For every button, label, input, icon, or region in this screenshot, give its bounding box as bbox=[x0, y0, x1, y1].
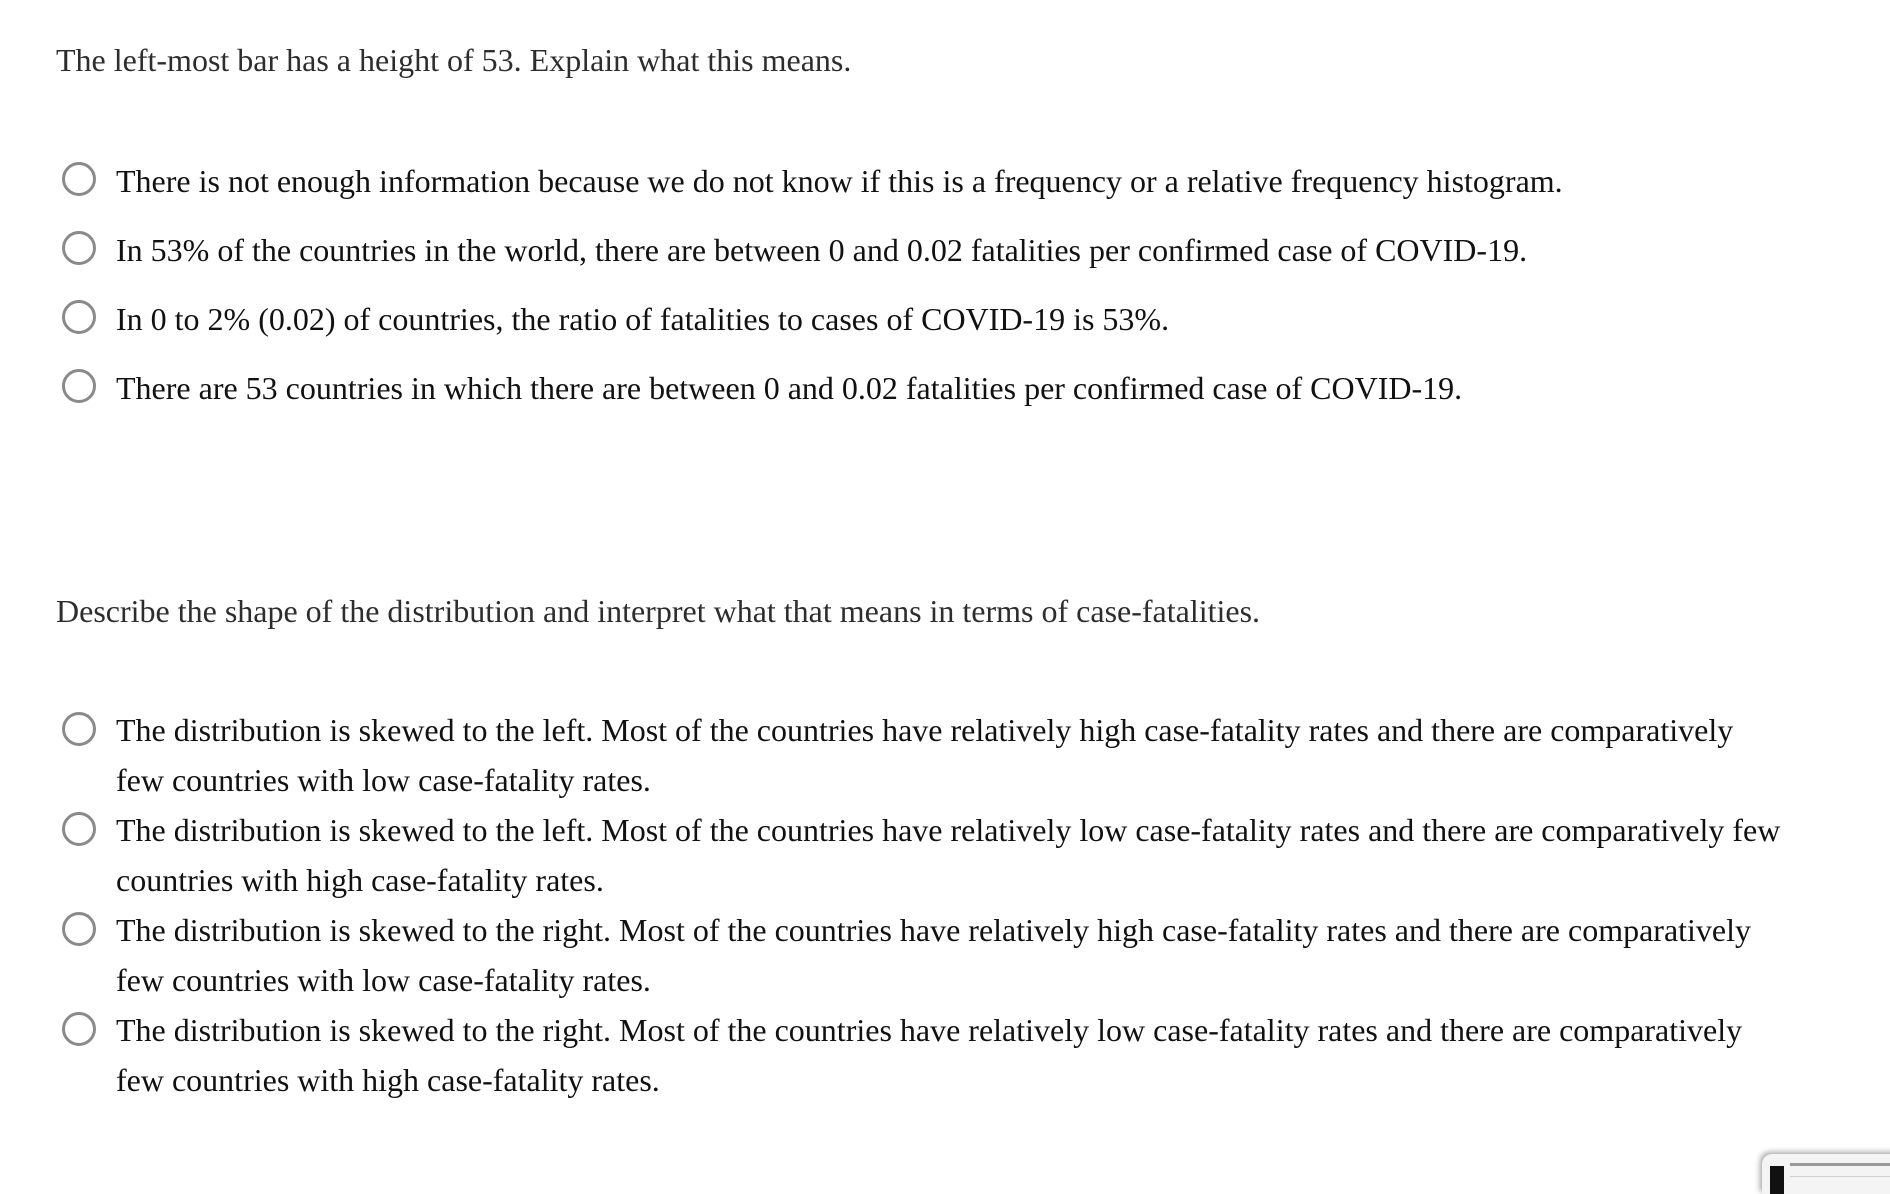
q1-option-1[interactable] bbox=[62, 156, 1782, 225]
q2-option-1[interactable] bbox=[62, 706, 1782, 806]
thumbnail-divider bbox=[1790, 1176, 1890, 1177]
radio-button[interactable] bbox=[62, 300, 96, 334]
question-2-answers bbox=[62, 706, 1782, 1106]
question-1-answers bbox=[62, 156, 1782, 432]
radio-button[interactable] bbox=[62, 369, 96, 403]
option-label: The distribution is skewed to the right. Most of the countries have relatively low case-fatality rates and there are comparatively few countries with high case-fatality rates. bbox=[116, 1012, 1743, 1098]
q1-option-2[interactable] bbox=[62, 225, 1782, 294]
radio-button[interactable] bbox=[62, 712, 96, 746]
option-label: In 53% of the countries in the world, there are between 0 and 0.02 fatalities per confirmed case of COVID-19. bbox=[116, 232, 1528, 268]
option-label: There is not enough information because we do not know if this is a frequency or a relative frequency histogram. bbox=[116, 163, 1563, 199]
q2-option-2[interactable] bbox=[62, 806, 1782, 906]
q2-option-3[interactable] bbox=[62, 906, 1782, 1006]
question-1-prompt: The left-most bar has a height of 53. Explain what this means. bbox=[56, 42, 852, 78]
q1-option-4[interactable] bbox=[62, 363, 1782, 432]
q1-option-3[interactable] bbox=[62, 294, 1782, 363]
thumbnail-bar bbox=[1770, 1166, 1784, 1194]
question-2-prompt: Describe the shape of the distribution and interpret what that means in terms of case-fatalities. bbox=[56, 593, 1261, 629]
option-label: The distribution is skewed to the right. Most of the countries have relatively high case-fatality rates and there are comparatively few countries with low case-fatality rates. bbox=[116, 912, 1752, 998]
radio-button[interactable] bbox=[62, 231, 96, 265]
option-label: The distribution is skewed to the left. Most of the countries have relatively high case-fatality rates and there are comparatively few countries with low case-fatality rates. bbox=[116, 712, 1734, 798]
q2-option-4[interactable] bbox=[62, 1006, 1782, 1106]
option-label: There are 53 countries in which there are between 0 and 0.02 fatalities per confirmed case of COVID-19. bbox=[116, 370, 1463, 406]
option-label: The distribution is skewed to the left. Most of the countries have relatively low case-fatality rates and there are comparatively few countries with high case-fatality rates. bbox=[116, 812, 1781, 898]
radio-button[interactable] bbox=[62, 162, 96, 196]
histogram-thumbnail[interactable] bbox=[1762, 1154, 1890, 1194]
thumbnail-caption bbox=[1790, 1163, 1890, 1166]
radio-button[interactable] bbox=[62, 812, 96, 846]
radio-button[interactable] bbox=[62, 1012, 96, 1046]
option-label: In 0 to 2% (0.02) of countries, the ratio of fatalities to cases of COVID-19 is 53%. bbox=[116, 301, 1170, 337]
radio-button[interactable] bbox=[62, 912, 96, 946]
